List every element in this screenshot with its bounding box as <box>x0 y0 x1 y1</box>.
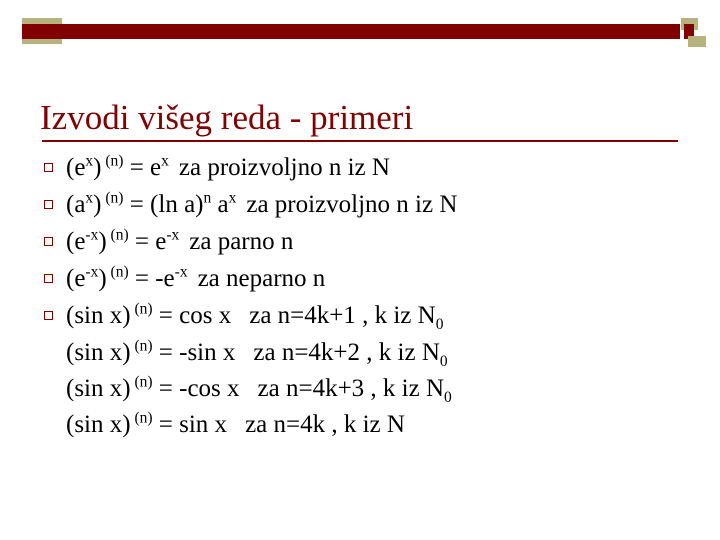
slide-header-band <box>0 18 720 44</box>
list-item-text: (sin x) $^{(n)}$ = cos x za n=4k+1 , k iz $N_0$ <box>66 300 444 333</box>
list-item-text: $(e^{-x}) ^{(n)} = -e^{-x}$ za neparno n <box>66 263 326 292</box>
list-item-text: $(a^x) ^{(n)} = (\ln$ a)$^n$ $a^x$ za proizvoljno n iz N <box>66 189 458 218</box>
list-item-continuation: (sin x) $^{(n)}$ = sin x za n=4k , k iz N <box>66 409 405 438</box>
band-tan-right-bottom <box>688 36 706 47</box>
list-item-continuation: (sin x) $^{(n)}$ = -sin x za n=4k+2 , k iz $N_0$ <box>66 337 448 370</box>
list-item-continuation: (sin x) $^{(n)}$ = -cos x za n=4k+3 , k iz $N_0$ <box>66 373 452 406</box>
band-maroon-bar <box>22 24 680 39</box>
bullet-square-icon <box>40 150 66 186</box>
list-item <box>40 298 690 334</box>
list-item-text: $(e^x) ^{(n)} = e^x$ za proizvoljno n iz N <box>66 152 390 181</box>
bullet-square-icon <box>40 224 66 260</box>
list-item <box>40 224 690 260</box>
bullet-square-icon <box>40 261 66 297</box>
list-item <box>40 187 690 223</box>
slide-body <box>40 150 690 443</box>
list-item-text: $(e^{-x}) ^{(n)} = e^{-x}$ za parno n <box>66 226 294 255</box>
list-item <box>40 150 690 186</box>
title-underline <box>42 140 678 142</box>
bullet-square-icon <box>40 187 66 223</box>
page-title: Izvodi višeg reda - primeri <box>40 98 414 137</box>
bullet-square-icon <box>40 298 66 334</box>
list-item <box>40 261 690 297</box>
